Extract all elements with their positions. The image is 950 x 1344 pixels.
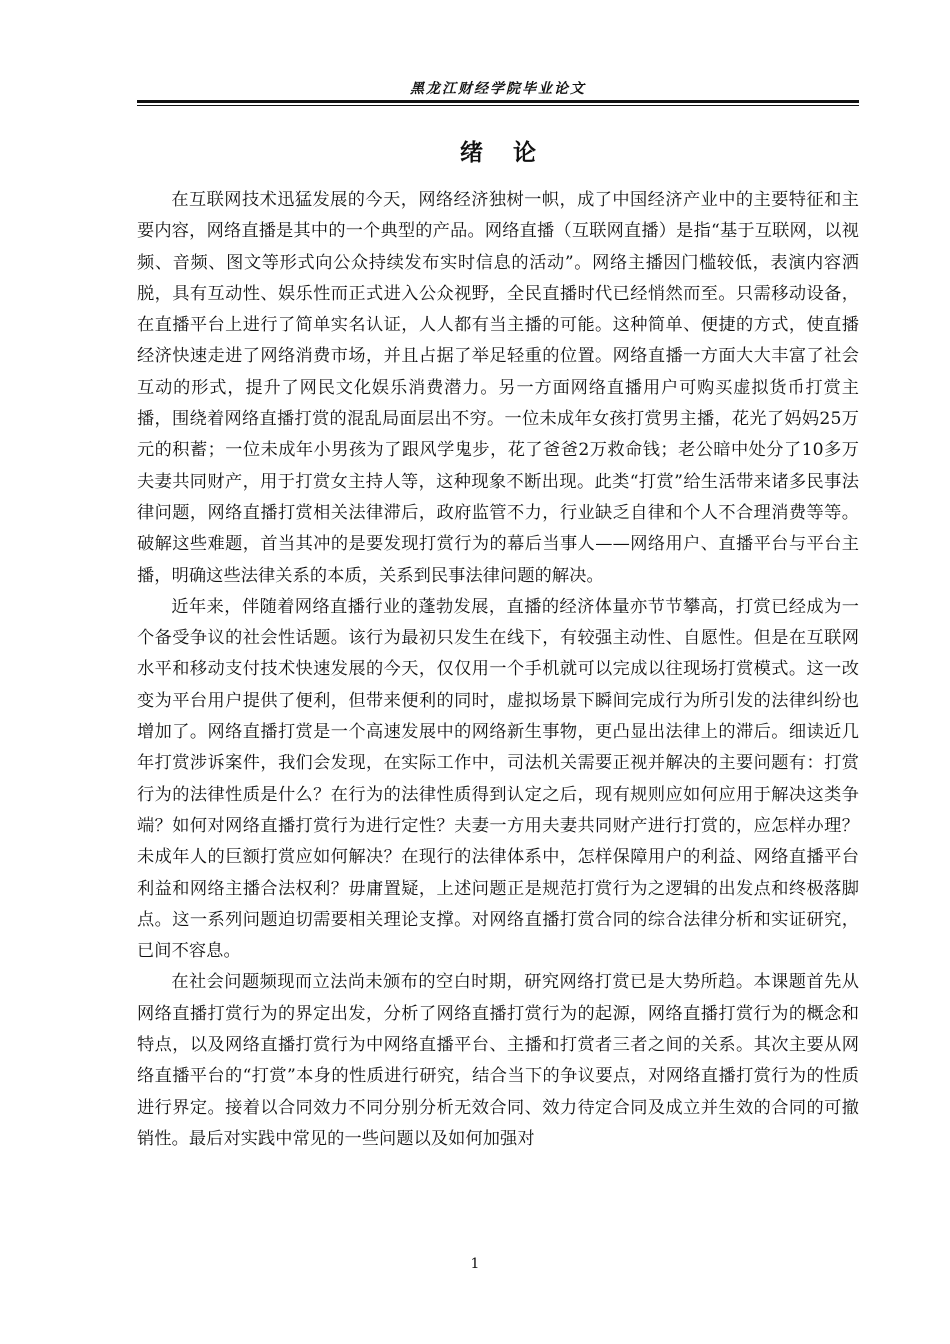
- running-header: 黑龙江财经学院毕业论文: [410, 81, 586, 97]
- paragraph: 在社会问题频现而立法尚未颁布的空白时期，研究网络打赏已是大势所趋。本课题首先从网络直播打赏行为的界定出发，分析了网络直播打赏行为的起源，网络直播打赏行为的概念和特点，以及网络直播打赏行为中网络直播平台、主播和打赏者三者之间的关系。其次主要从网络直播平台的“打赏”本身的性质进行研究，结合当下的争议要点，对网络直播打赏行为的性质进行界定。接着以合同效力不同分别分析无效合同、效力待定合同及成立并生效的合同的可撤销性。最后对实践中常见的一些问题以及如何加强对: [137, 972, 859, 1149]
- body-text: [137, 185, 859, 1155]
- header-rule-thin: [137, 105, 859, 106]
- paragraph: 近年来，伴随着网络直播行业的蓬勃发展，直播的经济体量亦节节攀高，打赏已经成为一个备受争议的社会性话题。该行为最初只发生在线下，有较强主动性、自愿性。但是在互联网水平和移动支付技术快速发展的今天，仅仅用一个手机就可以完成以往现场打赏模式。这一改变为平台用户提供了便利，但带来便利的同时，虚拟场景下瞬间完成行为所引发的法律纠纷也增加了。网络直播打赏是一个高速发展中的网络新生事物，更凸显出法律上的滞后。细读近几年打赏涉诉案件，我们会发现，在实际工作中，司法机关需要正视并解决的主要问题有：打赏行为的法律性质是什么？在行为的法律性质得到认定之后，现有规则应如何应用于解决这类争端？如何对网络直播打赏行为进行定性？夫妻一方用夫妻共同财产进行打赏的，应怎样办理？未成年人的巨额打赏应如何解决？在现行的法律体系中，怎样保障用户的利益、网络直播平台利益和网络主播合法权利？毋庸置疑，上述问题正是规范打赏行为之逻辑的出发点和终极落脚点。这一系列问题迫切需要相关理论支撑。对网络直播打赏合同的综合法律分析和实证研究，已间不容息。: [137, 596, 859, 962]
- header-rule-thick: [137, 100, 859, 103]
- page-number: 1: [470, 1256, 480, 1272]
- section-title: 绪论: [460, 140, 566, 166]
- paragraph: 在互联网技术迅猛发展的今天，网络经济独树一帜，成了中国经济产业中的主要特征和主要内容，网络直播是其中的一个典型的产品。网络直播（互联网直播）是指“基于互联网，以视频、音频、图文等形式向公众持续发布实时信息的活动”。网络主播因门槛较低，表演内容洒脱，具有互动性、娱乐性而正式进入公众视野，全民直播时代已经悄然而至。只需移动设备，在直播平台上进行了简单实名认证，人人都有当主播的可能。这种简单、便捷的方式，使直播经济快速走进了网络消费市场，并且占据了举足轻重的位置。网络直播一方面大大丰富了社会互动的形式，提升了网民文化娱乐消费潜力。另一方面网络直播用户可购买虚拟货币打赏主播，围绕着网络直播打赏的混乱局面层出不穷。一位未成年女孩打赏男主播，花光了妈妈25万元的积蓄；一位未成年小男孩为了跟风学鬼步，花了爸爸2万救命钱；老公暗中处分了10多万夫妻共同财产，用于打赏女主持人等，这种现象不断出现。此类“打赏”给生活带来诸多民事法律问题，网络直播打赏相关法律滞后，政府监管不力，行业缺乏自律和个人不合理消费等等。破解这些难题，首当其冲的是要发现打赏行为的幕后当事人——网络用户、直播平台与平台主播，明确这些法律关系的本质，关系到民事法律问题的解决。: [137, 190, 859, 586]
